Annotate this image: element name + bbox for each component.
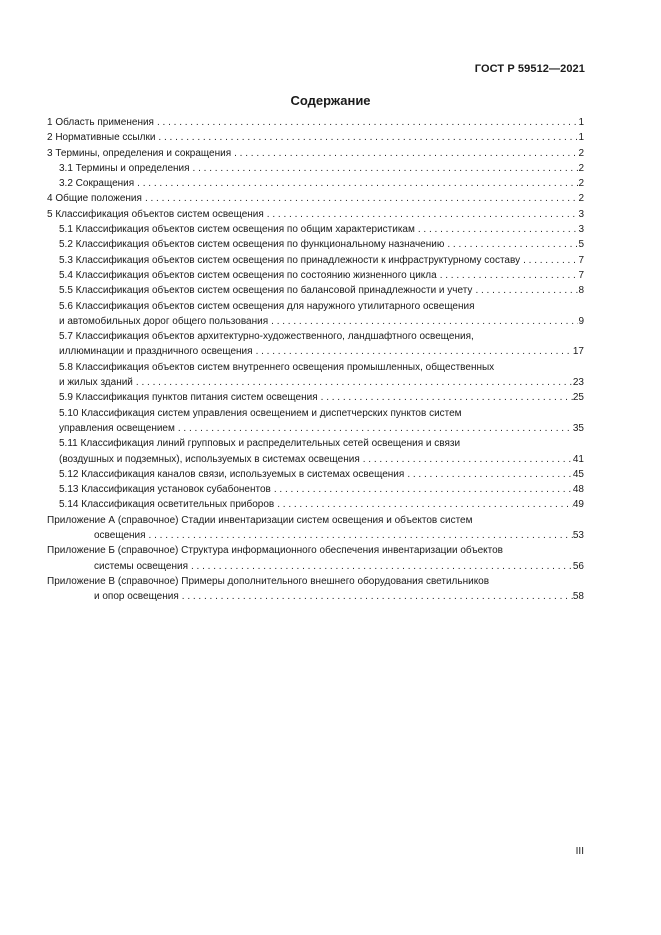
page-number: III — [575, 846, 584, 857]
toc-entry-title: 2 Нормативные ссылки — [47, 132, 156, 144]
toc-entry-page: 1 — [578, 117, 584, 128]
toc-entry-page: 48 — [572, 484, 584, 496]
toc-entry-title: 5.2 Классификация объектов систем освещения по функциональному назначению — [59, 239, 445, 251]
toc-entry-title: 1 Область применения — [47, 117, 154, 128]
toc-entry-first-line: 5.8 Классификация объектов систем внутреннего освещения промышленных, общественных — [59, 361, 495, 373]
document-code: ГОСТ Р 59512—2021 — [474, 63, 585, 75]
toc-entry[interactable] — [47, 283, 584, 298]
toc-entry-title: 5.1 Классификация объектов систем освещения по общим характеристикам — [59, 224, 415, 236]
toc-entry-page: 2 — [578, 147, 584, 159]
toc-entry[interactable] — [47, 191, 584, 206]
toc-entry-page: 25 — [572, 392, 584, 404]
leader-dots — [472, 283, 578, 298]
toc-entry-title: 5.5 Классификация объектов систем освещения по балансовой принадлежности и учету — [59, 285, 473, 297]
toc-entry-page: 3 — [578, 208, 584, 220]
toc-entry-page: 2 — [578, 193, 584, 205]
leader-dots — [175, 421, 573, 436]
toc-entry-first-line: 5.10 Классификация систем управления освещением и диспетчерских пунктов систем — [59, 407, 462, 419]
toc-entry-title: управления освещением — [59, 422, 175, 434]
toc-entry[interactable] — [47, 161, 584, 176]
toc-entry[interactable] — [47, 299, 584, 330]
leader-dots — [437, 268, 579, 283]
leader-dots — [271, 482, 573, 497]
leader-dots — [415, 222, 579, 237]
toc-entry-first-line: Приложение А (справочное) Стадии инвентаризации систем освещения и объектов систем — [47, 514, 473, 526]
toc-entry-page: 7 — [578, 254, 584, 266]
toc-entry-page: 17 — [572, 346, 584, 358]
toc-entry-title: 4 Общие положения — [47, 193, 142, 205]
toc-entry[interactable] — [47, 513, 584, 544]
toc-entry-title: 5.4 Классификация объектов систем освещения по состоянию жизненного цикла — [59, 269, 437, 281]
toc-entry[interactable] — [47, 360, 584, 391]
toc-entry[interactable] — [47, 237, 584, 252]
toc-entry-title: 5.12 Классификация каналов связи, используемых в системах освещения — [59, 468, 405, 480]
leader-dots — [154, 115, 578, 130]
toc-entry-title: и жилых зданий — [59, 377, 133, 389]
toc-entry[interactable] — [47, 482, 584, 497]
toc-entry[interactable] — [47, 574, 584, 605]
toc-entry[interactable] — [47, 222, 584, 237]
toc-entry-title: 3 Термины, определения и сокращения — [47, 147, 232, 159]
toc-entry-title: 5.3 Классификация объектов систем освещения по принадлежности к инфраструктурному составу — [59, 254, 521, 266]
toc-entry-title: 5.9 Классификация пунктов питания систем освещения — [59, 392, 318, 404]
toc-entry-title: 5.14 Классификация осветительных приборов — [59, 499, 275, 511]
toc-entry[interactable] — [47, 253, 584, 268]
toc-entry[interactable] — [47, 497, 584, 512]
toc-title: Содержание — [290, 93, 371, 108]
toc-entry-title: и опор освещения — [94, 591, 179, 603]
toc-entry[interactable] — [47, 467, 584, 482]
toc-entry[interactable] — [47, 436, 584, 467]
leader-dots — [360, 452, 573, 467]
toc-entry-first-line: 5.11 Классификация линий групповых и распределительных сетей освещения и связи — [59, 438, 461, 450]
toc-entry[interactable] — [47, 390, 584, 405]
toc-entry[interactable] — [47, 130, 584, 145]
toc-entry-page: 58 — [572, 591, 584, 603]
toc-entry-page: 2 — [578, 162, 584, 174]
leader-dots — [190, 161, 579, 176]
toc-entry[interactable] — [47, 268, 584, 283]
toc-entry[interactable] — [47, 176, 584, 191]
toc-entry-page: 1 — [578, 132, 584, 144]
toc-entry-title: (воздушных и подземных), используемых в системах освещения — [59, 453, 360, 465]
leader-dots — [318, 390, 573, 405]
toc-entry-page: 2 — [578, 178, 584, 190]
toc-entry-first-line: 5.7 Классификация объектов архитектурно-художественного, ландшафтного освещения, — [59, 331, 474, 343]
toc-entry-page: 9 — [578, 315, 584, 327]
toc-entry-page: 23 — [572, 377, 584, 389]
toc-entry[interactable] — [47, 207, 584, 222]
toc-entry-title: освещения — [94, 530, 146, 542]
toc-entry-first-line: 5.6 Классификация объектов систем освещения для наружного утилитарного освещения — [59, 300, 475, 312]
leader-dots — [231, 146, 578, 161]
toc-entry-page: 56 — [572, 560, 584, 572]
leader-dots — [404, 467, 573, 482]
leader-dots — [146, 528, 573, 543]
toc-entry-page: 53 — [572, 530, 584, 542]
leader-dots — [520, 253, 578, 268]
toc-entry-title: 5 Классификация объектов систем освещения — [47, 208, 264, 220]
toc-entry-title: и автомобильных дорог общего пользования — [59, 315, 269, 327]
toc-entry-title: 3.2 Сокращения — [59, 178, 135, 190]
leader-dots — [264, 207, 579, 222]
table-of-contents — [47, 115, 584, 605]
toc-entry-title: системы освещения — [94, 560, 188, 572]
toc-entry[interactable] — [47, 329, 584, 360]
toc-entry[interactable] — [47, 115, 584, 130]
toc-entry[interactable] — [47, 406, 584, 437]
leader-dots — [268, 314, 578, 329]
toc-entry-page: 41 — [572, 453, 584, 465]
leader-dots — [155, 130, 578, 145]
toc-entry-page: 45 — [572, 468, 584, 480]
toc-entry-page: 7 — [578, 269, 584, 281]
toc-entry-title: 3.1 Термины и определения — [59, 162, 190, 174]
toc-entry-page: 8 — [578, 285, 584, 297]
toc-entry[interactable] — [47, 146, 584, 161]
toc-entry-page: 3 — [578, 224, 584, 236]
toc-entry-title: 5.13 Классификация установок субабонентов — [59, 484, 271, 496]
toc-entry-page: 35 — [572, 422, 584, 434]
leader-dots — [188, 559, 573, 574]
toc-entry[interactable] — [47, 543, 584, 574]
toc-entry-page: 49 — [572, 499, 584, 511]
leader-dots — [253, 344, 573, 359]
toc-entry-first-line: Приложение В (справочное) Примеры дополнительного внешнего оборудования светильников — [47, 575, 490, 587]
leader-dots — [179, 589, 573, 604]
toc-entry-first-line: Приложение Б (справочное) Структура информационного обеспечения инвентаризации объектов — [47, 545, 503, 557]
leader-dots — [142, 191, 579, 206]
toc-entry-page: 5 — [578, 239, 584, 251]
leader-dots — [444, 237, 578, 252]
leader-dots — [134, 176, 578, 191]
leader-dots — [274, 497, 573, 512]
toc-entry-title: иллюминации и праздничного освещения — [59, 346, 253, 358]
leader-dots — [133, 375, 573, 390]
